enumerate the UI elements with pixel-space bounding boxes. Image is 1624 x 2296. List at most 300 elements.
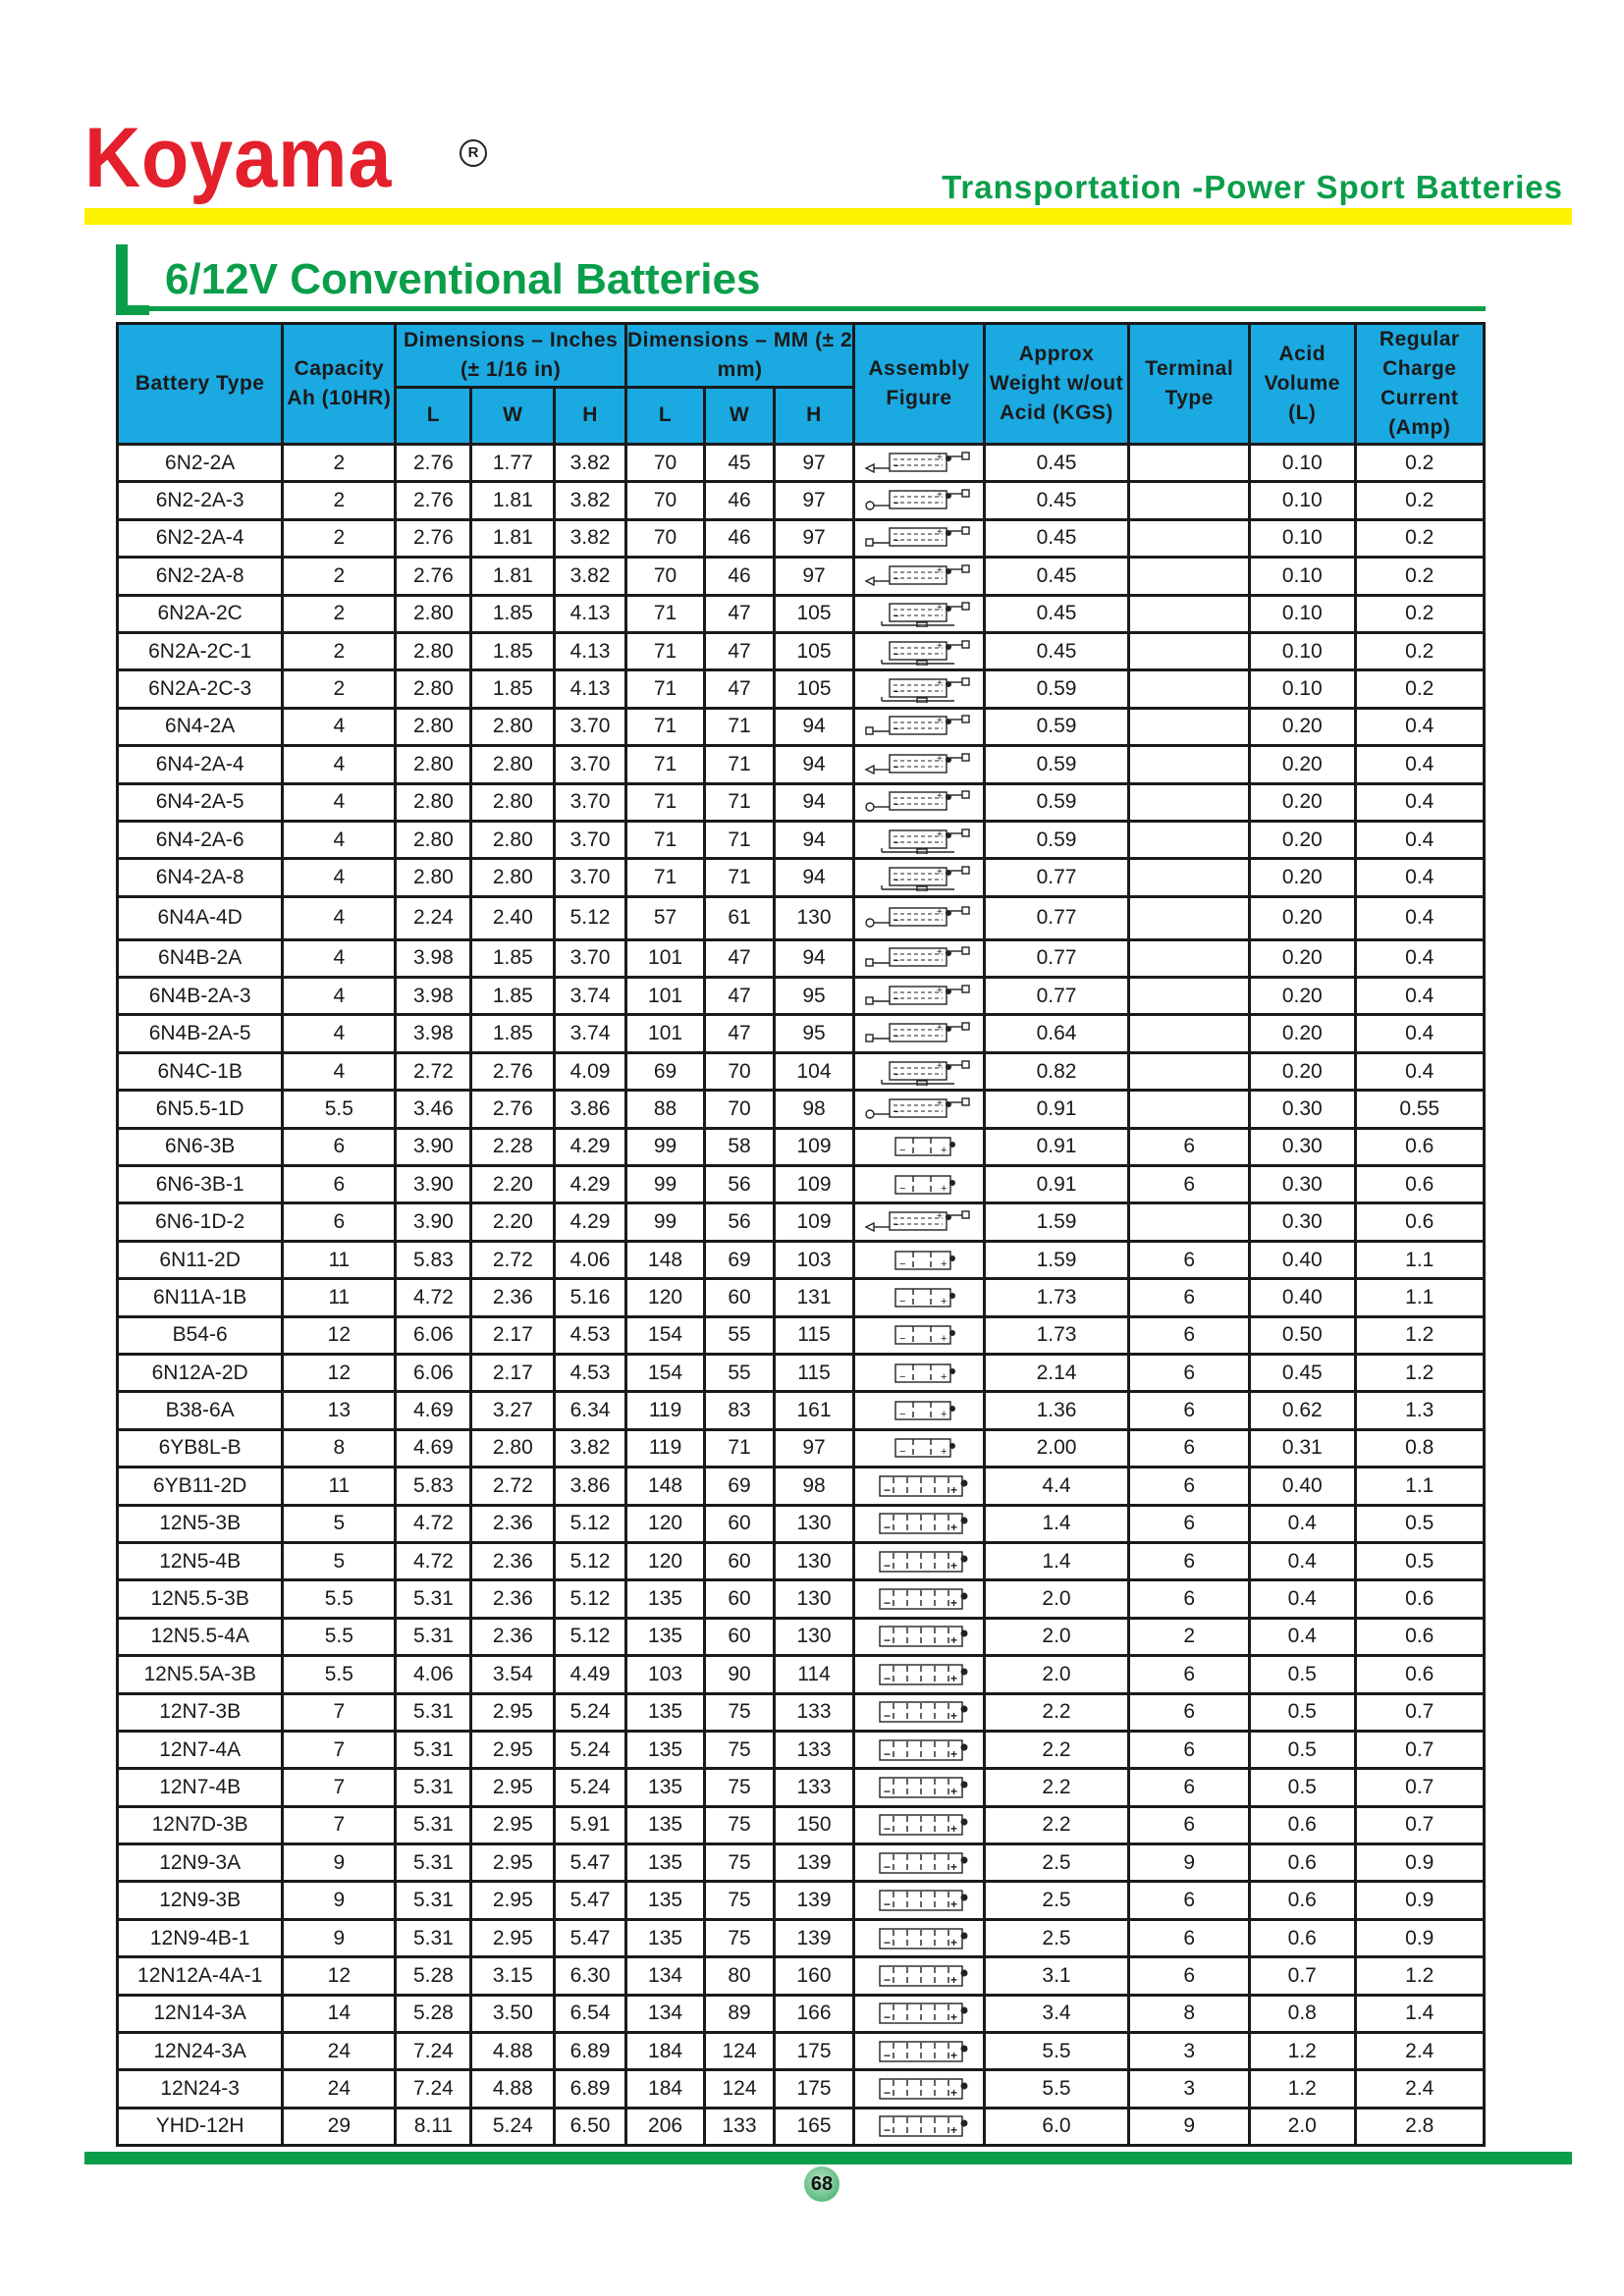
cell-terminal: 3	[1129, 2070, 1250, 2108]
cell-mm-h: 114	[774, 1656, 853, 1693]
cell-in-l: 3.98	[396, 978, 471, 1015]
svg-text:−: −	[898, 1333, 906, 1346]
cell-capacity: 5.5	[283, 1618, 396, 1655]
cell-mm-l: 120	[625, 1542, 704, 1579]
battery-diagram-icon	[855, 1321, 982, 1349]
cell-mm-w: 80	[705, 1957, 775, 1995]
cell-in-h: 3.74	[555, 1015, 626, 1052]
svg-text:−: −	[883, 2123, 891, 2138]
table-row	[118, 1806, 1485, 1843]
cell-battery-type: 6N12A-2D	[118, 1354, 283, 1391]
cell-mm-l: 148	[625, 1468, 704, 1505]
cell-in-w: 2.95	[471, 1919, 555, 1956]
table-row	[118, 1128, 1485, 1165]
table-row	[118, 1279, 1485, 1316]
cell-mm-w: 83	[705, 1392, 775, 1429]
cell-terminal: 6	[1129, 1542, 1250, 1579]
battery-diagram-icon	[855, 562, 982, 590]
table-row	[118, 1580, 1485, 1618]
page-number: 68	[804, 2166, 839, 2202]
cell-capacity: 2	[283, 482, 396, 519]
cell-mm-h: 130	[774, 1505, 853, 1542]
cell-in-w: 2.20	[471, 1203, 555, 1241]
cell-capacity: 5.5	[283, 1091, 396, 1128]
cell-battery-type: 12N5.5-3B	[118, 1580, 283, 1618]
battery-diagram-icon	[855, 1397, 982, 1424]
cell-mm-h: 160	[774, 1957, 853, 1995]
cell-battery-type: 6N11-2D	[118, 1241, 283, 1278]
cell-mm-l: 99	[625, 1203, 704, 1241]
cell-in-l: 8.11	[396, 2108, 471, 2145]
assembly-figure	[854, 939, 984, 977]
battery-diagram-icon	[855, 675, 982, 703]
battery-diagram-icon	[855, 944, 982, 972]
cell-charge: 0.4	[1355, 783, 1484, 821]
cell-in-h: 3.82	[555, 1429, 626, 1467]
cell-in-l: 5.31	[396, 1580, 471, 1618]
cell-in-w: 2.72	[471, 1468, 555, 1505]
cell-mm-w: 61	[705, 896, 775, 939]
svg-text:−: −	[883, 1972, 891, 1987]
svg-text:+: +	[936, 1060, 943, 1072]
battery-diagram-icon	[855, 1434, 982, 1462]
cell-in-l: 2.80	[396, 859, 471, 896]
cell-mm-w: 71	[705, 1429, 775, 1467]
cell-capacity: 2	[283, 445, 396, 482]
assembly-figure	[854, 595, 984, 632]
battery-diagram-icon	[855, 1208, 982, 1236]
cell-acid: 0.30	[1250, 1166, 1355, 1203]
svg-text:−: −	[883, 1521, 891, 1535]
cell-weight: 1.59	[984, 1203, 1129, 1241]
svg-text:−: −	[883, 1935, 891, 1949]
svg-text:−: −	[898, 1145, 906, 1157]
cell-acid: 0.4	[1250, 1505, 1355, 1542]
cell-mm-w: 56	[705, 1203, 775, 1241]
cell-charge: 0.4	[1355, 859, 1484, 896]
col-header-in-w: W	[471, 387, 555, 444]
cell-mm-w: 69	[705, 1241, 775, 1278]
assembly-figure	[854, 1882, 984, 1919]
battery-diagram-icon	[855, 1284, 982, 1311]
assembly-figure	[854, 1731, 984, 1768]
cell-capacity: 9	[283, 1844, 396, 1882]
assembly-figure	[854, 2108, 984, 2145]
cell-capacity: 14	[283, 1995, 396, 2032]
cell-mm-l: 154	[625, 1354, 704, 1391]
table-row	[118, 1429, 1485, 1467]
cell-in-h: 5.12	[555, 1618, 626, 1655]
svg-text:+: +	[949, 1972, 957, 1987]
battery-diagram-icon	[855, 1698, 982, 1726]
cell-mm-h: 104	[774, 1052, 853, 1090]
cell-capacity: 4	[283, 746, 396, 783]
svg-text:−: −	[893, 916, 899, 928]
cell-capacity: 5	[283, 1542, 396, 1579]
cell-in-h: 3.70	[555, 783, 626, 821]
cell-capacity: 6	[283, 1166, 396, 1203]
cell-capacity: 5.5	[283, 1580, 396, 1618]
battery-diagram-icon	[855, 1510, 982, 1537]
cell-mm-w: 71	[705, 783, 775, 821]
cell-mm-l: 135	[625, 1844, 704, 1882]
svg-text:+: +	[949, 1482, 957, 1497]
cell-acid: 0.62	[1250, 1392, 1355, 1429]
cell-in-h: 4.13	[555, 632, 626, 669]
cell-terminal	[1129, 1091, 1250, 1128]
cell-weight: 0.45	[984, 519, 1129, 557]
svg-text:+: +	[940, 1409, 947, 1421]
assembly-figure	[854, 978, 984, 1015]
cell-mm-w: 71	[705, 859, 775, 896]
battery-diagram-icon	[855, 1133, 982, 1160]
assembly-figure	[854, 1656, 984, 1693]
cell-weight: 0.45	[984, 482, 1129, 519]
cell-in-h: 4.53	[555, 1316, 626, 1354]
col-header-dim-mm: Dimensions – MM (± 2 mm)	[625, 324, 853, 388]
cell-charge: 0.7	[1355, 1806, 1484, 1843]
svg-text:−: −	[898, 1409, 906, 1421]
cell-terminal: 6	[1129, 1279, 1250, 1316]
cell-capacity: 12	[283, 1354, 396, 1391]
assembly-figure	[854, 1957, 984, 1995]
table-row	[118, 1919, 1485, 1956]
table-row	[118, 978, 1485, 1015]
cell-in-h: 6.30	[555, 1957, 626, 1995]
cell-terminal	[1129, 445, 1250, 482]
assembly-figure	[854, 1806, 984, 1843]
cell-weight: 4.4	[984, 1468, 1129, 1505]
cell-mm-w: 75	[705, 1806, 775, 1843]
cell-terminal	[1129, 821, 1250, 858]
cell-mm-h: 130	[774, 896, 853, 939]
cell-mm-l: 88	[625, 1091, 704, 1128]
cell-battery-type: 12N5-3B	[118, 1505, 283, 1542]
svg-text:+: +	[949, 1897, 957, 1912]
cell-charge: 0.4	[1355, 896, 1484, 939]
cell-battery-type: 6N2-2A	[118, 445, 283, 482]
cell-charge: 1.2	[1355, 1957, 1484, 1995]
cell-capacity: 6	[283, 1128, 396, 1165]
cell-acid: 0.40	[1250, 1241, 1355, 1278]
svg-text:+: +	[936, 753, 943, 765]
cell-acid: 0.5	[1250, 1656, 1355, 1693]
cell-mm-h: 161	[774, 1392, 853, 1429]
cell-mm-l: 70	[625, 482, 704, 519]
cell-in-w: 2.80	[471, 783, 555, 821]
cell-mm-l: 148	[625, 1241, 704, 1278]
svg-text:−: −	[898, 1295, 906, 1308]
assembly-figure	[854, 821, 984, 858]
cell-battery-type: 6N5.5-1D	[118, 1091, 283, 1128]
cell-charge: 0.2	[1355, 670, 1484, 708]
svg-text:+: +	[940, 1446, 947, 1459]
cell-mm-l: 119	[625, 1392, 704, 1429]
cell-mm-h: 94	[774, 746, 853, 783]
battery-diagram-icon	[855, 1020, 982, 1047]
svg-text:−: −	[883, 1897, 891, 1912]
svg-text:+: +	[936, 1023, 943, 1035]
cell-charge: 0.4	[1355, 708, 1484, 745]
cell-in-l: 7.24	[396, 2033, 471, 2070]
cell-in-h: 4.13	[555, 670, 626, 708]
cell-battery-type: 6N4B-2A	[118, 939, 283, 977]
cell-capacity: 4	[283, 939, 396, 977]
svg-text:+: +	[936, 828, 943, 840]
footer-green-bar	[84, 2152, 1572, 2164]
cell-in-l: 5.31	[396, 1731, 471, 1768]
table-row	[118, 821, 1485, 858]
cell-terminal: 6	[1129, 1468, 1250, 1505]
cell-mm-l: 134	[625, 1957, 704, 1995]
cell-acid: 0.20	[1250, 821, 1355, 858]
cell-terminal: 6	[1129, 1656, 1250, 1693]
cell-in-l: 2.76	[396, 519, 471, 557]
cell-weight: 1.4	[984, 1542, 1129, 1579]
table-row	[118, 2108, 1485, 2145]
section-rule	[116, 306, 1486, 311]
header-row-top	[118, 324, 1485, 388]
svg-text:−: −	[893, 1069, 899, 1081]
cell-charge: 0.7	[1355, 1731, 1484, 1768]
cell-weight: 0.59	[984, 746, 1129, 783]
cell-in-w: 5.24	[471, 2108, 555, 2145]
svg-text:−: −	[893, 762, 899, 774]
cell-in-l: 2.24	[396, 896, 471, 939]
cell-terminal: 9	[1129, 1844, 1250, 1882]
cell-in-h: 3.86	[555, 1091, 626, 1128]
cell-mm-w: 69	[705, 1468, 775, 1505]
cell-acid: 0.30	[1250, 1203, 1355, 1241]
cell-weight: 0.77	[984, 939, 1129, 977]
cell-in-l: 5.28	[396, 1957, 471, 1995]
cell-in-w: 2.72	[471, 1241, 555, 1278]
cell-terminal	[1129, 746, 1250, 783]
table-row	[118, 746, 1485, 783]
cell-in-w: 1.85	[471, 978, 555, 1015]
cell-terminal: 6	[1129, 1429, 1250, 1467]
battery-diagram-icon	[855, 1661, 982, 1688]
svg-text:−: −	[898, 1370, 906, 1383]
svg-text:+: +	[936, 1097, 943, 1109]
cell-charge: 0.2	[1355, 445, 1484, 482]
cell-acid: 2.0	[1250, 2108, 1355, 2145]
cell-mm-l: 71	[625, 821, 704, 858]
cell-mm-h: 139	[774, 1882, 853, 1919]
battery-diagram-icon	[855, 1811, 982, 1839]
cell-mm-l: 135	[625, 1693, 704, 1731]
cell-mm-l: 71	[625, 670, 704, 708]
cell-battery-type: 6N4-2A	[118, 708, 283, 745]
cell-capacity: 5.5	[283, 1656, 396, 1693]
cell-battery-type: 12N24-3	[118, 2070, 283, 2108]
cell-terminal: 6	[1129, 1392, 1250, 1429]
table-row	[118, 2033, 1485, 2070]
cell-terminal: 6	[1129, 1693, 1250, 1731]
table-row	[118, 1995, 1485, 2032]
cell-in-l: 6.06	[396, 1316, 471, 1354]
svg-text:+: +	[949, 1671, 957, 1685]
battery-diagram-icon	[855, 1887, 982, 1914]
cell-terminal	[1129, 595, 1250, 632]
cell-in-l: 3.90	[396, 1203, 471, 1241]
svg-text:+: +	[940, 1182, 947, 1195]
cell-mm-l: 101	[625, 978, 704, 1015]
cell-in-l: 5.83	[396, 1468, 471, 1505]
svg-text:+: +	[949, 1521, 957, 1535]
cell-battery-type: 6YB11-2D	[118, 1468, 283, 1505]
cell-in-h: 4.29	[555, 1128, 626, 1165]
cell-terminal	[1129, 1203, 1250, 1241]
battery-diagram-icon	[855, 1548, 982, 1575]
cell-acid: 0.10	[1250, 595, 1355, 632]
cell-capacity: 9	[283, 1919, 396, 1956]
cell-charge: 0.55	[1355, 1091, 1484, 1128]
cell-in-w: 2.80	[471, 1429, 555, 1467]
cell-terminal	[1129, 859, 1250, 896]
cell-mm-h: 94	[774, 821, 853, 858]
cell-acid: 0.7	[1250, 1957, 1355, 1995]
cell-in-w: 2.95	[471, 1806, 555, 1843]
cell-battery-type: 6YB8L-B	[118, 1429, 283, 1467]
cell-in-l: 2.80	[396, 783, 471, 821]
table-row	[118, 896, 1485, 939]
cell-mm-h: 105	[774, 670, 853, 708]
table-row	[118, 708, 1485, 745]
cell-battery-type: 6N6-3B-1	[118, 1166, 283, 1203]
cell-in-w: 1.85	[471, 632, 555, 669]
table-row	[118, 1505, 1485, 1542]
cell-in-w: 2.95	[471, 1882, 555, 1919]
cell-in-w: 1.81	[471, 482, 555, 519]
cell-mm-h: 139	[774, 1844, 853, 1882]
cell-acid: 0.20	[1250, 978, 1355, 1015]
cell-charge: 0.6	[1355, 1618, 1484, 1655]
cell-in-l: 5.31	[396, 1806, 471, 1843]
cell-acid: 0.10	[1250, 445, 1355, 482]
cell-acid: 0.45	[1250, 1354, 1355, 1391]
cell-in-l: 3.46	[396, 1091, 471, 1128]
cell-charge: 0.6	[1355, 1580, 1484, 1618]
cell-mm-w: 75	[705, 1882, 775, 1919]
cell-in-l: 3.90	[396, 1128, 471, 1165]
cell-mm-h: 97	[774, 482, 853, 519]
cell-battery-type: 6N2A-2C-3	[118, 670, 283, 708]
svg-text:+: +	[949, 2123, 957, 2138]
cell-in-h: 3.70	[555, 821, 626, 858]
cell-mm-w: 75	[705, 1919, 775, 1956]
col-header-mm-l: L	[625, 387, 704, 444]
cell-mm-w: 133	[705, 2108, 775, 2145]
battery-diagram-icon	[855, 450, 982, 477]
header-yellow-bar	[84, 208, 1572, 225]
cell-charge: 0.4	[1355, 1052, 1484, 1090]
cell-weight: 0.77	[984, 978, 1129, 1015]
cell-mm-h: 94	[774, 859, 853, 896]
cell-battery-type: 6N6-3B	[118, 1128, 283, 1165]
cell-charge: 0.4	[1355, 1015, 1484, 1052]
battery-diagram-icon	[855, 788, 982, 816]
cell-in-l: 5.28	[396, 1995, 471, 2032]
cell-in-h: 5.12	[555, 1580, 626, 1618]
cell-mm-l: 119	[625, 1429, 704, 1467]
cell-acid: 0.5	[1250, 1693, 1355, 1731]
assembly-figure	[854, 1693, 984, 1731]
cell-weight: 2.0	[984, 1618, 1129, 1655]
cell-in-l: 3.98	[396, 1015, 471, 1052]
cell-in-h: 5.24	[555, 1731, 626, 1768]
cell-mm-l: 101	[625, 1015, 704, 1052]
assembly-figure	[854, 1203, 984, 1241]
cell-in-w: 2.40	[471, 896, 555, 939]
cell-in-w: 2.80	[471, 708, 555, 745]
cell-mm-w: 46	[705, 558, 775, 595]
cell-mm-l: 71	[625, 708, 704, 745]
cell-capacity: 4	[283, 783, 396, 821]
cell-acid: 0.10	[1250, 558, 1355, 595]
svg-text:−: −	[893, 837, 899, 849]
assembly-figure	[854, 1580, 984, 1618]
cell-capacity: 7	[283, 1731, 396, 1768]
svg-text:+: +	[949, 2048, 957, 2062]
cell-capacity: 4	[283, 708, 396, 745]
cell-battery-type: 6N2-2A-3	[118, 482, 283, 519]
cell-weight: 1.36	[984, 1392, 1129, 1429]
cell-charge: 0.6	[1355, 1166, 1484, 1203]
battery-diagram-icon	[855, 1925, 982, 1952]
cell-mm-h: 95	[774, 1015, 853, 1052]
assembly-figure	[854, 1618, 984, 1655]
cell-acid: 0.40	[1250, 1468, 1355, 1505]
cell-weight: 0.59	[984, 708, 1129, 745]
cell-mm-h: 139	[774, 1919, 853, 1956]
cell-terminal	[1129, 482, 1250, 519]
cell-mm-h: 97	[774, 1429, 853, 1467]
cell-in-w: 1.85	[471, 939, 555, 977]
cell-mm-l: 135	[625, 1618, 704, 1655]
cell-acid: 1.2	[1250, 2070, 1355, 2108]
svg-text:+: +	[949, 1859, 957, 1874]
cell-weight: 0.82	[984, 1052, 1129, 1090]
cell-in-w: 2.80	[471, 859, 555, 896]
table-row	[118, 1844, 1485, 1882]
assembly-figure	[854, 1995, 984, 2032]
cell-in-l: 2.80	[396, 821, 471, 858]
svg-text:+: +	[936, 678, 943, 690]
svg-text:−: −	[893, 956, 899, 968]
cell-charge: 2.4	[1355, 2033, 1484, 2070]
svg-text:−: −	[883, 2010, 891, 2025]
cell-mm-l: 135	[625, 1580, 704, 1618]
svg-text:−: −	[893, 1106, 899, 1118]
cell-terminal: 3	[1129, 2033, 1250, 2070]
assembly-figure	[854, 1844, 984, 1882]
cell-capacity: 5	[283, 1505, 396, 1542]
assembly-figure	[854, 1392, 984, 1429]
cell-capacity: 2	[283, 558, 396, 595]
table-row	[118, 1316, 1485, 1354]
cell-charge: 0.2	[1355, 482, 1484, 519]
assembly-figure	[854, 1919, 984, 1956]
table-row	[118, 1542, 1485, 1579]
svg-text:−: −	[893, 612, 899, 623]
cell-in-w: 2.95	[471, 1693, 555, 1731]
assembly-figure	[854, 1091, 984, 1128]
col-header-in-l: L	[396, 387, 471, 444]
cell-capacity: 4	[283, 1015, 396, 1052]
svg-text:+: +	[936, 603, 943, 614]
cell-in-l: 2.72	[396, 1052, 471, 1090]
